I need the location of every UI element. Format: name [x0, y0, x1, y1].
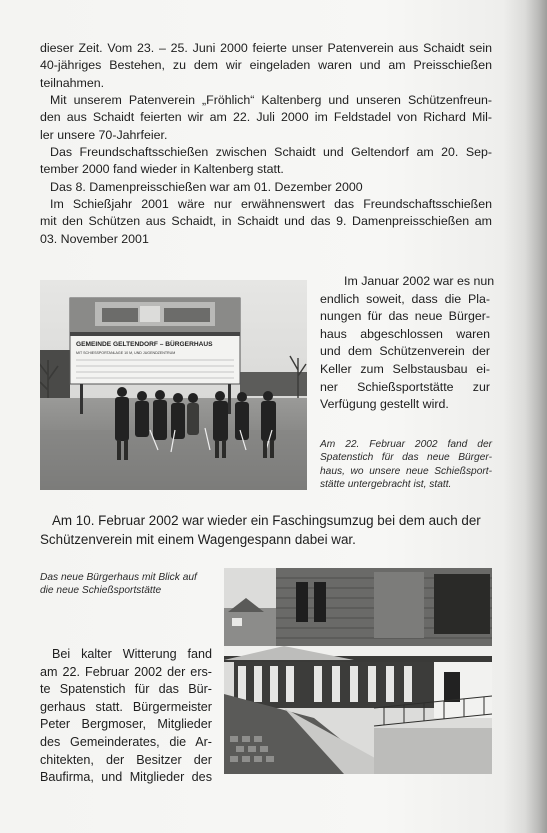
- paragraph-buergerhaus-planung: [320, 273, 495, 414]
- text-line: endlich soweit, dass die Pla-: [320, 291, 490, 306]
- text-line: tember 2000 fand wieder in Kaltenberg statt.: [40, 162, 284, 177]
- text-line: mit den Schützen aus Schaidt, in Schaidt und das 9. Damenpreisschießen am: [40, 214, 492, 229]
- paragraph-spatenstich: [40, 646, 212, 787]
- text-line: teilnahmen.: [40, 75, 105, 90]
- text-line: 40-jähriges Bestehen, zu dem wir eingeladen waren und am Preisschießen: [40, 58, 492, 73]
- text-line: 03. November 2001: [40, 231, 149, 246]
- paragraph-faschingsumzug: [40, 511, 492, 549]
- text-line: Peter Bergmoser, Mitglieder: [40, 717, 212, 732]
- text-line: Im Schießjahr 2001 wäre nur erwähnenswert das Freundschaftsschießen: [50, 197, 492, 211]
- text-line: Schützenverein mit einem Wagengespann dabei war.: [40, 532, 356, 547]
- caption-line: Am 22. Februar 2002 fand der: [320, 439, 492, 450]
- caption-line: die neue Schießsportstätte: [40, 585, 162, 597]
- page-spine-shadow: [525, 0, 547, 833]
- text-line: gerhaus statt. Bürgermeister: [40, 699, 212, 714]
- caption-line: stätte untergebracht ist, statt.: [320, 479, 452, 491]
- text-line: Mit unserem Patenverein „Fröhlich“ Kaltenberg und unseren Schützenfreun-: [50, 93, 492, 107]
- text-line: ner Schießsportstätte zur: [320, 379, 490, 394]
- text-line: Bei kalter Witterung fand: [52, 647, 212, 661]
- caption-line: Spatenstich für das neue Bürger-: [320, 452, 492, 464]
- text-line: dieser Zeit. Vom 23. – 25. Juni 2000 feierte unser Patenverein aus Schaidt sein: [40, 41, 492, 55]
- paragraph-freundschaftsschiessen: [40, 144, 492, 179]
- paragraph-jubilee: [40, 40, 492, 92]
- paragraph-schiessjahr-2001: [40, 196, 492, 248]
- text-line: Am 10. Februar 2002 war wieder ein Faschingsumzug bei dem auch der: [52, 513, 481, 528]
- paragraph-damenpreisschiessen: [40, 179, 492, 196]
- caption-spatenstich: [320, 438, 492, 492]
- text-line: te Spatenstich für das Bür-: [40, 682, 212, 697]
- sign-title: GEMEINDE GELTENDORF – BÜRGERHAUS: [76, 341, 213, 348]
- caption-buergerhaus: [40, 571, 220, 598]
- text-line: den aus Schaidt feierten wir am 22. Juli 2000 im Feldstadel von Richard Mil-: [40, 110, 492, 125]
- text-line: Verfügung gestellt wird.: [320, 397, 449, 412]
- text-line: chitekten, der Besitzer der: [40, 752, 212, 767]
- photo-spatenstich: [40, 280, 307, 490]
- photo-buergerhaus: [224, 568, 492, 774]
- text-line: Im Januar 2002 war es nun: [344, 274, 495, 288]
- text-line: nungen für das neue Bürger-: [320, 309, 490, 324]
- text-line: am 22. Februar 2002 der ers-: [40, 664, 212, 679]
- sign-subtitle: MIT SCHIESSPORTANLAGE 10 M, UND JUGENDZENTRUM: [76, 351, 176, 355]
- caption-line: Das neue Bürgerhaus mit Blick auf: [40, 572, 197, 583]
- text-line: Das 8. Damenpreisschießen war am 01. Dezember 2000: [50, 180, 363, 194]
- caption-line: haus, wo unsere neue Schießsport-: [320, 465, 492, 477]
- text-line: und dem Schützenverein der: [320, 344, 490, 359]
- text-line: haus abgeschlossen waren: [320, 326, 490, 341]
- text-line: des Gemeinderates, die Ar-: [40, 734, 212, 749]
- text-line: Das Freundschaftsschießen zwischen Schaidt und Geltendorf am 20. Sep-: [50, 145, 492, 159]
- text-line: ler unsere 70-Jahrfeier.: [40, 127, 168, 142]
- paragraph-70-jahrfeier: [40, 92, 492, 144]
- text-line: Baufirma, und Mitglieder des: [40, 770, 212, 785]
- text-line: Keller zum Selbstausbau ei-: [320, 361, 490, 376]
